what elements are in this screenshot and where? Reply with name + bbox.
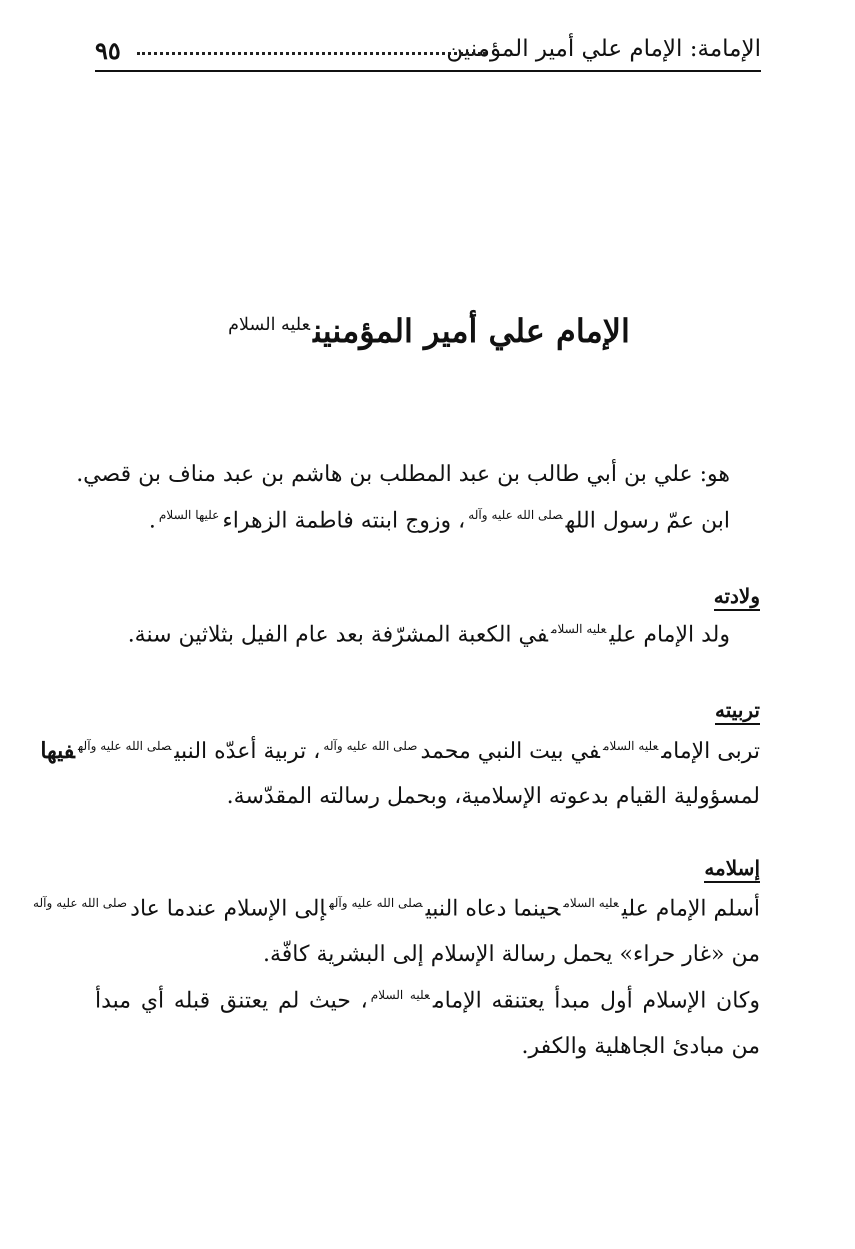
islam-heading: إسلامه: [704, 856, 760, 883]
upbringing-text-c: ، تربية أعدّه النبي: [174, 739, 321, 764]
intro-text-a: ابن عمّ رسول الله: [565, 508, 730, 534]
islam-text-e: ، حيث لم يعتنق قبله أي مبدأ: [95, 988, 368, 1014]
prophet-honorific: صلى الله عليه وآله: [77, 738, 172, 753]
birth-line: [128, 622, 730, 647]
zahra-honorific: عليها السلام: [158, 508, 220, 522]
upbringing-heading: تربيته: [715, 698, 760, 725]
running-title: الإمامة: الإمام علي أمير المؤمنين: [446, 36, 761, 62]
upbringing-line-2: لمسؤولية القيام بدعوته الإسلامية، وبحمل رسالته المقدّسة.: [226, 784, 760, 809]
intro-text-b: ، وزوج ابنته فاطمة الزهراء: [222, 508, 466, 534]
prophet-honorific: صلى الله عليه وآله: [33, 896, 128, 910]
prophet-honorific: صلى الله عليه وآله: [323, 738, 418, 753]
upbringing-text-b: في بيت النبي محمد: [420, 739, 600, 764]
upbringing-text-a: تربى الإمام: [661, 739, 760, 764]
prophet-honorific: صلى الله عليه وآله: [329, 896, 423, 910]
upbringing-line-1: [40, 738, 760, 764]
islam-text-b: حينما دعاه النبي: [425, 896, 561, 922]
chapter-title: [0, 312, 855, 350]
imam-honorific: عليه السلام: [550, 622, 607, 636]
islam-text-c: إلى الإسلام عندما عاد: [130, 896, 327, 922]
birth-heading: ولادته: [714, 584, 760, 611]
prophet-honorific: صلى الله عليه وآله: [468, 508, 563, 522]
imam-honorific: عليه السلام: [563, 896, 619, 910]
islam-line-4: من مبادئ الجاهلية والكفر.: [521, 1034, 760, 1059]
dotted-leader: [137, 52, 486, 55]
imam-honorific: عليه السلام: [603, 738, 659, 753]
page-number: ٩٥: [95, 36, 121, 65]
intro-line-2: [149, 508, 730, 533]
birth-text-b: في الكعبة المشرّفة بعد عام الفيل بثلاثين سنة.: [127, 622, 548, 648]
islam-text-d: وكان الإسلام أول مبدأ يعتنقه الإمام: [432, 988, 761, 1014]
imam-honorific: عليه السلام: [370, 988, 430, 1002]
intro-line-1: هو: علي بن أبي طالب بن عبد المطلب بن هاشم بن عبد مناف بن قصي.: [76, 462, 730, 487]
islam-line-2: من «غار حراء» يحمل رسالة الإسلام إلى البشرية كافّة.: [263, 942, 760, 967]
chapter-title-text: الإمام علي أمير المؤمنين: [313, 312, 630, 350]
page-header: [95, 32, 761, 72]
islam-text-a: أسلم الإمام علي: [621, 896, 760, 922]
islam-line-1: [33, 896, 760, 922]
chapter-honorific: عليه السلام: [228, 315, 311, 336]
birth-text-a: ولد الإمام علي: [609, 622, 730, 648]
intro-text-end: .: [148, 508, 156, 534]
islam-line-3: [95, 988, 760, 1013]
upbringing-text-d: فيها: [40, 738, 75, 764]
